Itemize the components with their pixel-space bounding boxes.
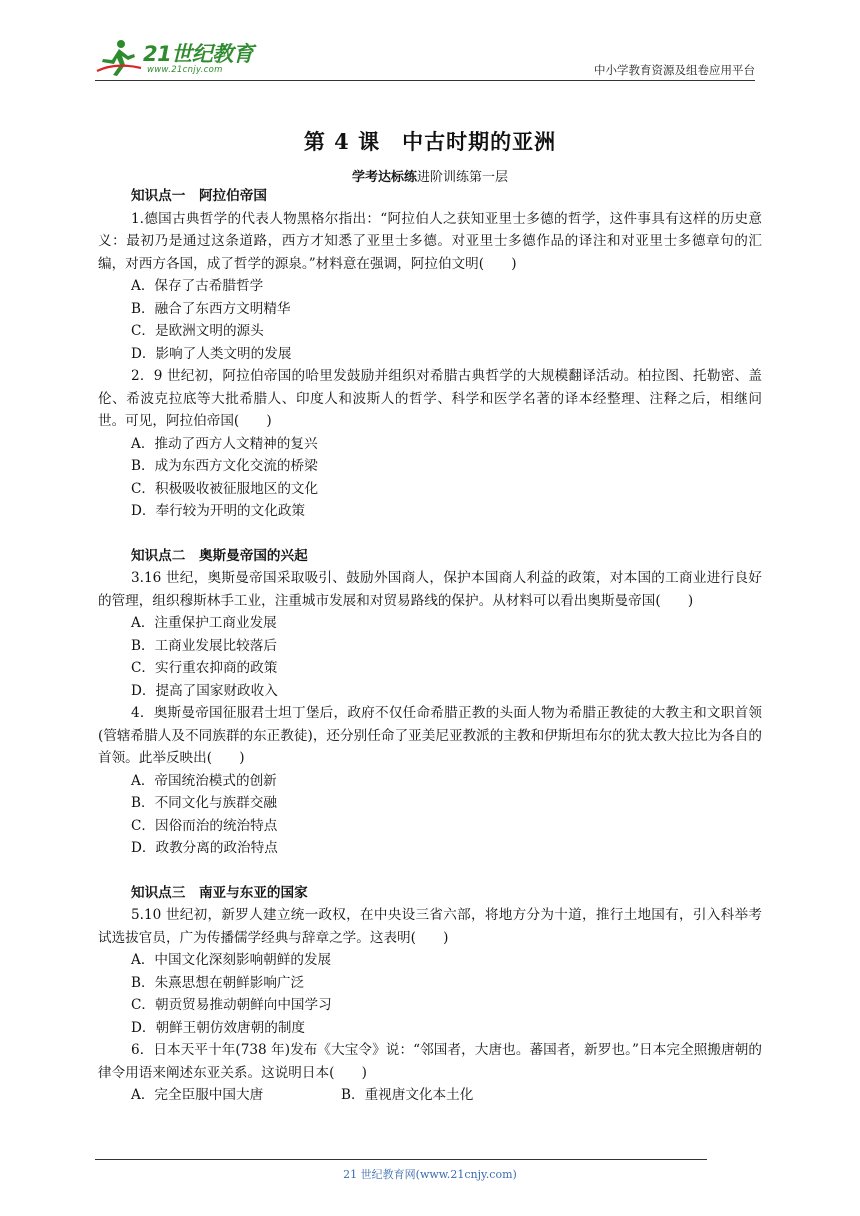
question-stem: 1.德国古典哲学的代表人物黑格尔指出：“阿拉伯人之获知亚里士多德的哲学，这件事具有这样的历史意义：最初乃是通过这条道路，西方才知悉了亚里士多德。对亚里士多德作品的译注和对亚里士多德章句的汇编，对西方各国，成了哲学的源泉。”材料意在强调，阿拉伯文明( ): [98, 210, 762, 272]
option: A．推动了西方人文精神的复兴: [131, 435, 318, 452]
option-row: [98, 1084, 762, 1107]
option: D．政教分离的政治特点: [131, 840, 278, 856]
option: A．帝国统治模式的创新: [131, 772, 277, 789]
question-stem: 6．日本天平十年(738 年)发布《大宝令》说：“邻国者，大唐也。蕃国者，新罗也。”日本完全照搬唐朝的律令用语来阐述东亚关系。这说明日本( ): [98, 1042, 762, 1081]
option: B．融合了东西方文明精华: [131, 300, 291, 317]
option: B．不同文化与族群交融: [131, 795, 277, 811]
subtitle-bold: 学考达标练: [351, 170, 417, 185]
option: C．因俗而治的统治特点: [131, 817, 278, 834]
platform-name: 中小学教育资源及组卷应用平台: [594, 63, 755, 77]
option: D．朝鲜王朝仿效唐朝的制度: [131, 1019, 306, 1036]
option: C．实行重农抑商的政策: [131, 660, 278, 676]
option: B．朱熹思想在朝鲜影响广泛: [131, 974, 305, 991]
option: A．保存了古希腊哲学: [131, 278, 264, 294]
option: D．影响了人类文明的发展: [131, 345, 292, 362]
section-heading: 知识点一 阿拉伯帝国: [131, 188, 267, 204]
runner-logo-icon: [95, 38, 143, 78]
logo-main-text: 21世纪教育: [143, 42, 254, 66]
question-content: [98, 185, 762, 1107]
option: B．重视唐文化本土化: [341, 1087, 474, 1103]
option: C．朝贡贸易推动朝鲜向中国学习: [131, 997, 332, 1013]
lesson-title: 第 4 课 中古时期的亚洲: [303, 129, 557, 154]
subtitle-rest: 进阶训练第一层: [417, 170, 509, 185]
question-stem: 4．奥斯曼帝国征服君士坦丁堡后，政府不仅任命希腊正教的头面人物为希腊正教徒的大教主和文职首领(管辖希腊人及不同族群的东正教徒)，还分别任命了亚美尼亚教派的主教和伊斯坦布尔的犹太教大拉比为各自的首领。此举反映出( ): [98, 705, 762, 766]
logo-url-text: www.21cnjy.com: [147, 65, 223, 75]
option: C．积极吸收被征服地区的文化: [131, 480, 319, 497]
question-stem: 5.10 世纪初，新罗人建立统一政权，在中央设三省六部，将地方分为十道，推行土地国有，引入科举考试选拔官员，广为传播儒学经典与辞章之学。这表明( ): [98, 907, 762, 946]
footer-text: 21 世纪教育网(www.21cnjy.com): [343, 1168, 517, 1181]
option: A．中国文化深刻影响朝鲜的发展: [131, 952, 332, 968]
section-heading: 知识点二 奥斯曼帝国的兴起: [131, 547, 308, 564]
question-stem: 3.16 世纪，奥斯曼帝国采取吸引、鼓励外国商人，保护本国商人利益的政策，对本国的工商业进行良好的管理，组织穆斯林手工业，注重城市发展和对贸易路线的保护。从材料可以看出奥斯曼帝国( ): [98, 570, 762, 609]
option: C．是欧洲文明的源头: [131, 323, 264, 339]
option: B．工商业发展比较落后: [131, 637, 277, 654]
option: B．成为东西方文化交流的桥梁: [131, 458, 318, 474]
page-header: [95, 36, 755, 82]
option: D．奉行较为开明的文化政策: [131, 503, 306, 519]
option: A．完全臣服中国大唐: [131, 1087, 264, 1103]
exercise-subtitle: [0, 166, 860, 185]
footer-divider: [95, 1159, 707, 1160]
option: A．注重保护工商业发展: [131, 615, 277, 631]
header-divider: [95, 80, 755, 81]
section-heading: 知识点三 南亚与东亚的国家: [131, 884, 308, 901]
question-stem: 2．9 世纪初，阿拉伯帝国的哈里发鼓励并组织对希腊古典哲学的大规模翻译活动。柏拉图、托勒密、盖伦、希波克拉底等大批希腊人、印度人和波斯人的哲学、科学和医学名著的译本经整理、注释之后，相继问世。可见，阿拉伯帝国( ): [98, 368, 762, 429]
option: D．提高了国家财政收入: [131, 682, 278, 699]
logo: [95, 36, 265, 80]
